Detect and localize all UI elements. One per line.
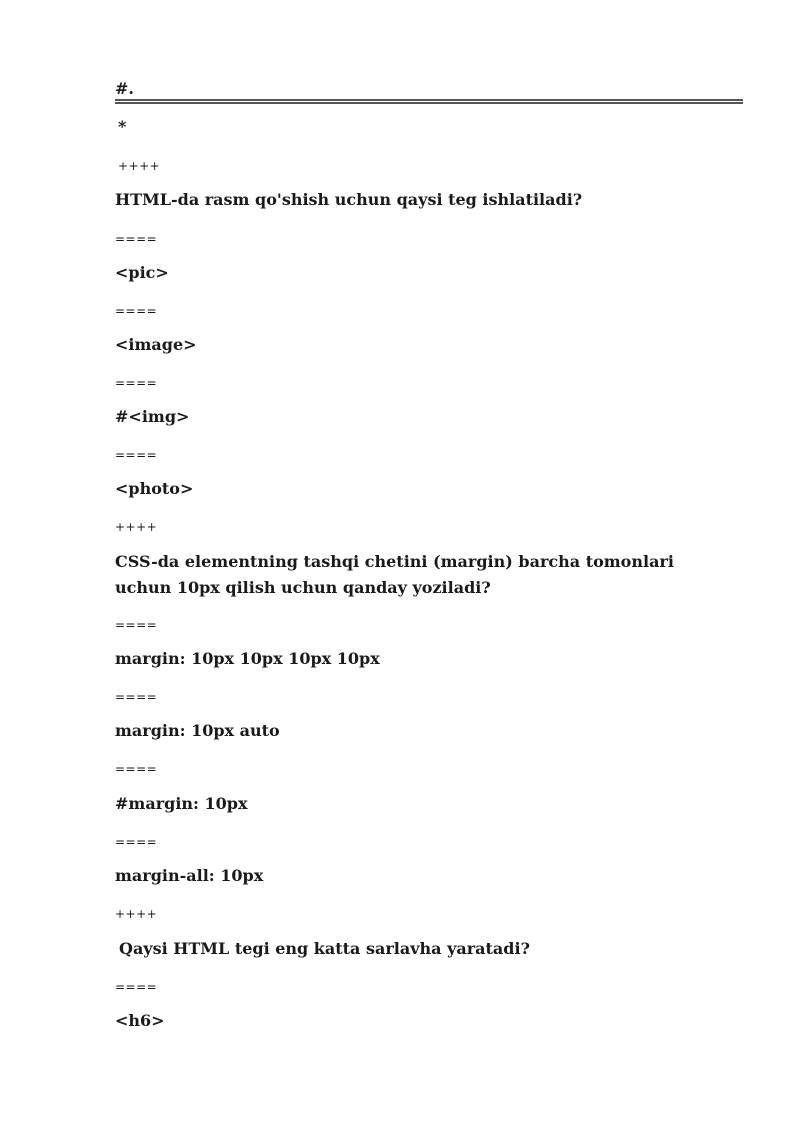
- option-text: margin-all: 10px: [115, 866, 264, 885]
- option-separator: ====: [115, 835, 158, 849]
- question-text: Qaysi HTML tegi eng katta sarlavha yaratadi?: [119, 939, 530, 958]
- option-separator: ====: [115, 448, 158, 462]
- header-double-rule: [115, 99, 743, 104]
- option-separator: ====: [115, 376, 158, 390]
- option-text: <image>: [115, 335, 197, 354]
- option-separator: ====: [115, 304, 158, 318]
- option-separator: ====: [115, 618, 158, 632]
- option-text-correct: #margin: 10px: [115, 794, 248, 813]
- option-text: <photo>: [115, 479, 194, 498]
- doc-header-marker: #.: [115, 79, 134, 98]
- option-separator: ====: [115, 690, 158, 704]
- question-separator: ++++: [118, 159, 161, 173]
- option-separator: ====: [115, 980, 158, 994]
- question-separator: ++++: [115, 907, 158, 921]
- question-text: HTML-da rasm qo'shish uchun qaysi teg ishlatiladi?: [115, 190, 583, 209]
- option-separator: ====: [115, 232, 158, 246]
- star-marker: *: [118, 117, 127, 136]
- option-separator: ====: [115, 762, 158, 776]
- option-text: <h6>: [115, 1011, 165, 1030]
- option-text: margin: 10px 10px 10px 10px: [115, 649, 380, 668]
- option-text: margin: 10px auto: [115, 721, 280, 740]
- question-text: CSS-da elementning tashqi chetini (margin) barcha tomonlari uchun 10px qilish uchun qanday yoziladi?: [115, 552, 674, 597]
- question-separator: ++++: [115, 520, 158, 534]
- option-text-correct: #<img>: [115, 407, 190, 426]
- option-text: <pic>: [115, 263, 169, 282]
